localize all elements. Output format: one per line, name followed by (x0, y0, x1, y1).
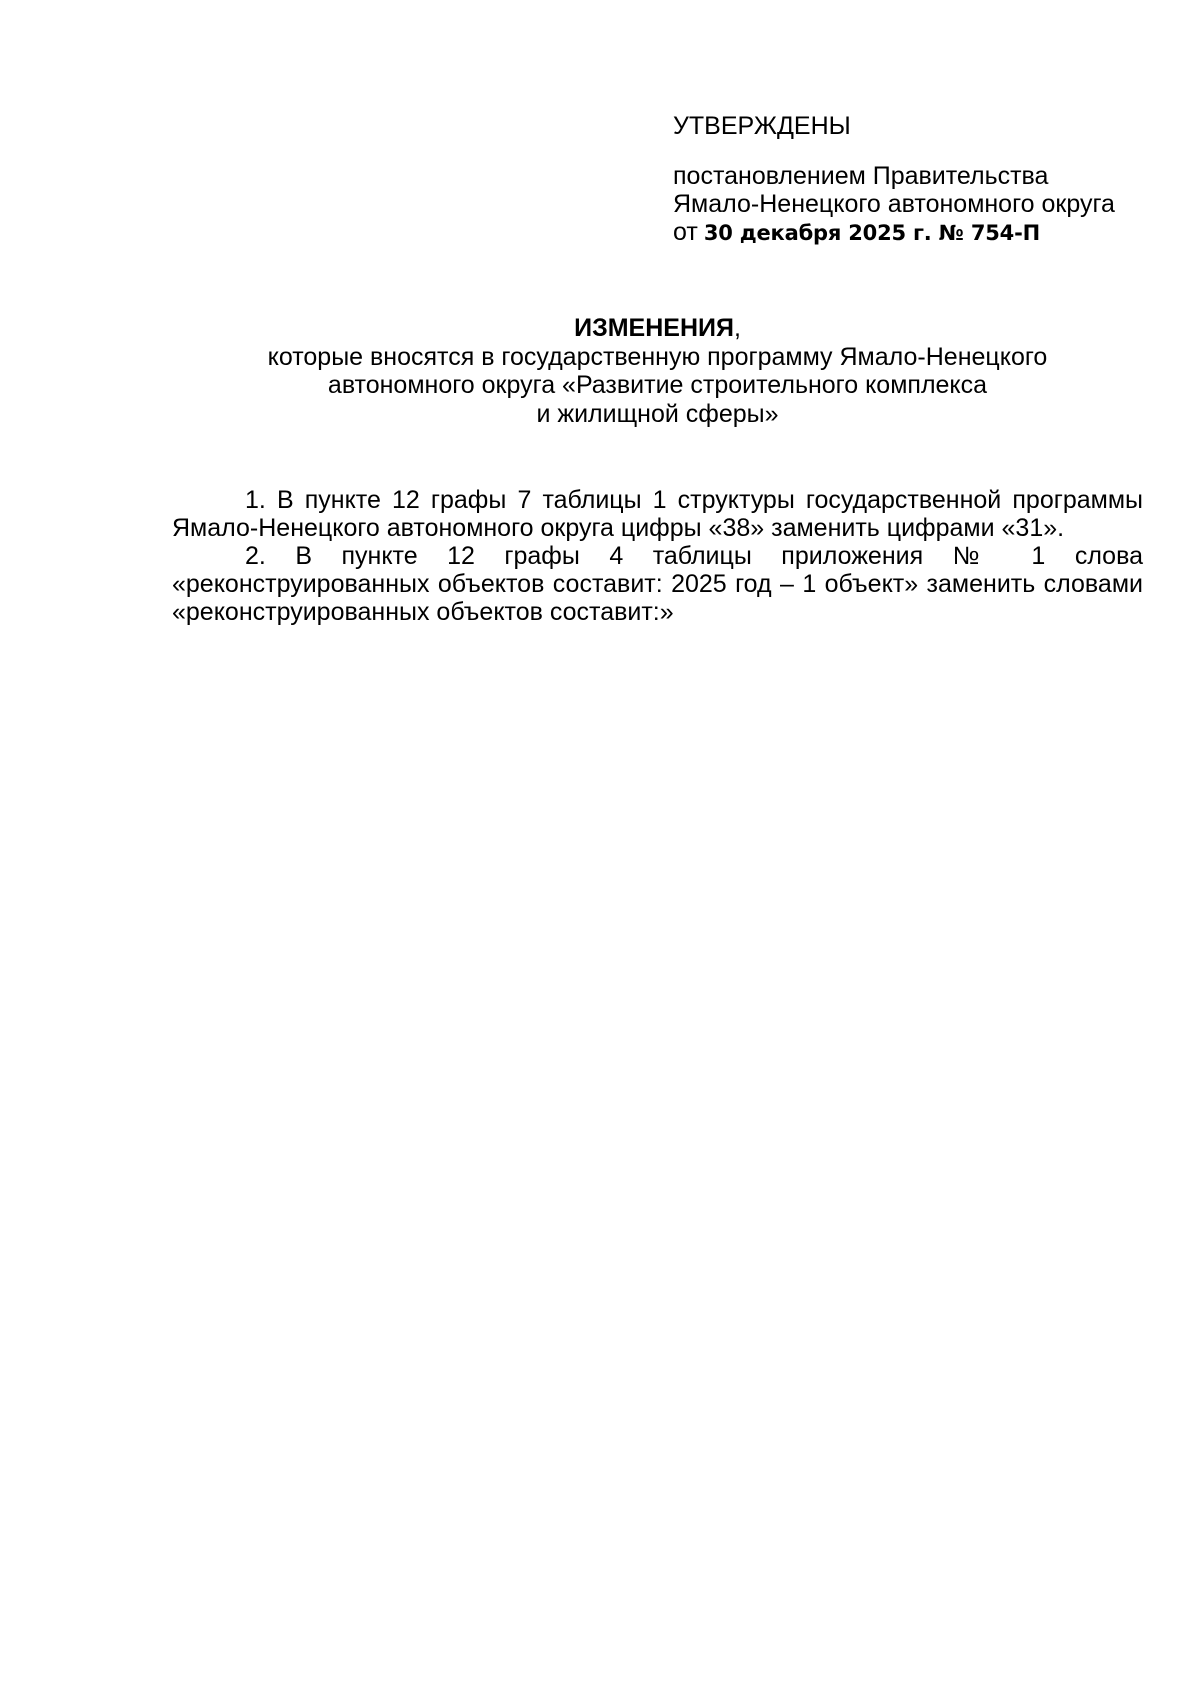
heading-title-line (172, 314, 1143, 343)
heading-title-suffix: , (733, 314, 741, 342)
body-paragraph-1: 1. В пункте 12 графы 7 таблицы 1 структуры государственной программы Ямало-Ненецкого автономного округа цифры «38» заменить цифрами «31». (172, 486, 1143, 542)
approval-date-number: 30 декабря 2025 г. № 754-П (703, 221, 1040, 245)
approval-line-1: постановлением Правительства (673, 162, 1049, 190)
approval-block (673, 112, 1173, 247)
heading-line-1: которые вносятся в государственную программу Ямало-Ненецкого (267, 342, 1048, 371)
approval-line-2: Ямало-Ненецкого автономного округа (673, 190, 1115, 218)
approval-date-prefix: от (673, 218, 698, 246)
approval-date-line (673, 218, 1173, 247)
heading-line-3: и жилищной сферы» (536, 399, 779, 428)
heading-line-2: автономного округа «Развитие строительного комплекса (327, 371, 988, 399)
heading-title: ИЗМЕНЕНИЯ (574, 314, 734, 342)
approval-stamp: УТВЕРЖДЕНЫ (673, 112, 851, 140)
document-heading (172, 314, 1143, 428)
body-paragraph-2: 2. В пункте 12 графы 4 таблицы приложения № 1 слова «реконструированных объектов составит: 2025 год – 1 объект» заменить словами «реконструированных объектов составит:» (172, 542, 1143, 626)
document-body (172, 486, 1143, 626)
